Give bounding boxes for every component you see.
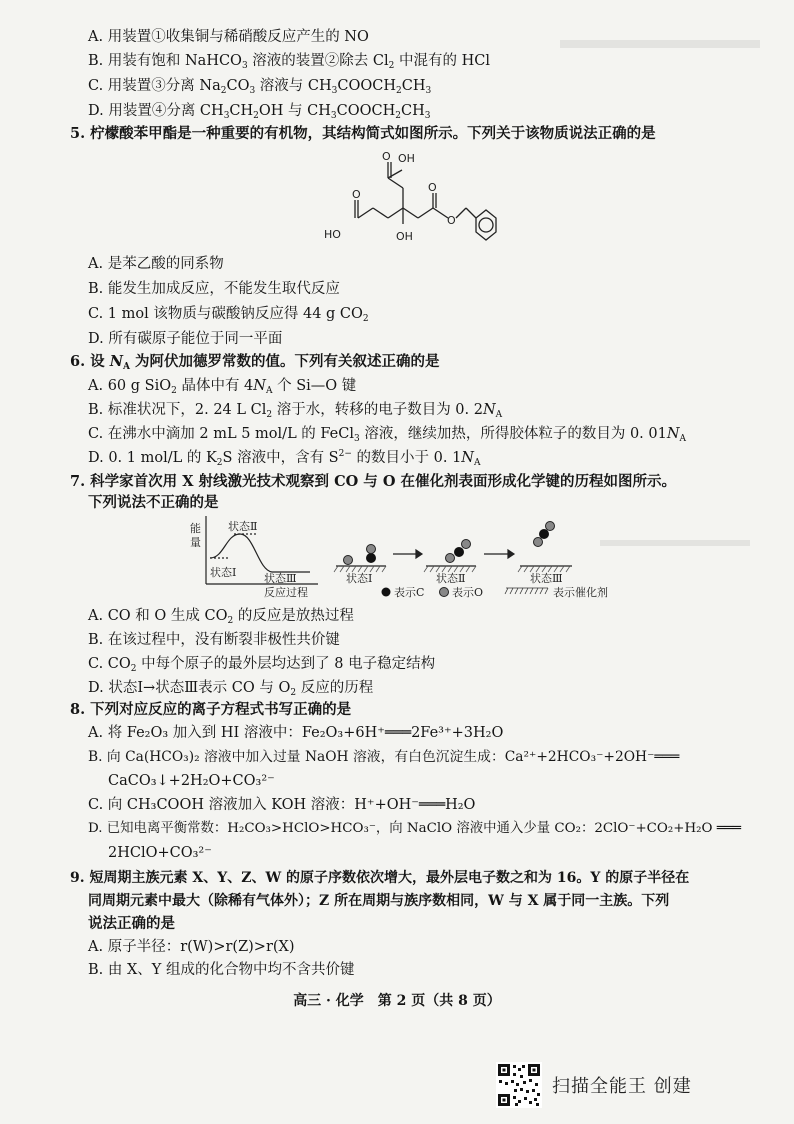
q8-option-d-line2: 2HClO+CO₃²⁻ bbox=[108, 845, 212, 861]
q5-stem: 5. 柠檬酸苯甲酯是一种重要的有机物，其结构简式如图所示。下列关于该物质说法正确的是 bbox=[70, 125, 656, 142]
benzene-ring bbox=[476, 210, 496, 240]
state3-surface bbox=[518, 522, 572, 573]
q8-option-b-line1: B. 向 Ca(HCO₃)₂ 溶液中加入过量 NaOH 溶液，有白色沉淀生成：Ca²⁺+2HCO₃⁻+2OH⁻═══ bbox=[88, 749, 680, 765]
legend-c-text: 表示C bbox=[394, 586, 425, 599]
q6-stem: 6. 设 $N_A$ 为阿伏加德罗常数的值。下列有关叙述正确的是 bbox=[70, 353, 440, 372]
legend-catalyst-icon bbox=[505, 588, 548, 594]
q7-option-b: B. 在该过程中，没有断裂非极性共价键 bbox=[88, 632, 340, 648]
q7-option-a: A. CO 和 O 生成 $CO_2$ 的反应是放热过程 bbox=[88, 608, 354, 626]
chart-xlabel: 反应过程 bbox=[264, 586, 308, 599]
q6-option-d: D. 0. 1 mol/L 的 $K_2S$ 溶液中，含有 $S^{2-}$ 的数目小于 0. $1N_A$ bbox=[88, 449, 481, 468]
q8-option-b-line2: CaCO₃↓+2H₂O+CO₃²⁻ bbox=[108, 773, 275, 789]
q9-stem-line1: 9. 短周期主族元素 X、Y、Z、W 的原子序数依次增大，最外层电子数之和为 16。Y 的原子半径在 bbox=[70, 870, 690, 886]
q4-option-d: D. 用装置④分离 $CH_3CH_2OH$ 与 $CH_3COOCH_2CH_3$ bbox=[88, 103, 431, 121]
scanner-label: 扫描全能王 创建 bbox=[552, 1076, 692, 1097]
q8-option-a: A. 将 Fe₂O₃ 加入到 HI 溶液中：Fe₂O₃+6H⁺═══2Fe³⁺+3H₂O bbox=[88, 725, 504, 741]
q8-option-d-line1: D. 已知电离平衡常数：H₂CO₃>HClO>HCO₃⁻，向 NaClO 溶液中通入少量 CO₂：2ClO⁻+CO₂+H₂O ═══ bbox=[88, 821, 741, 836]
chart-state3-label: 状态Ⅲ bbox=[264, 572, 297, 585]
state3-caption: 状态Ⅲ bbox=[530, 572, 563, 585]
bleed-through-right bbox=[560, 40, 760, 48]
q9-option-b: B. 由 X、Y 组成的化合物中均不含共价键 bbox=[88, 962, 355, 978]
q7-stem-line1: 7. 科学家首次用 X 射线激光技术观察到 CO 与 O 在催化剂表面形成化学键的历程如图所示。 bbox=[70, 473, 677, 490]
chart-ylabel-1: 能 bbox=[190, 522, 201, 535]
legend-o-icon bbox=[440, 588, 449, 597]
legend-catalyst-text: 表示催化剂 bbox=[553, 586, 608, 599]
label-oh-mid: OH bbox=[396, 230, 413, 243]
q5-option-a: A. 是苯乙酸的同系物 bbox=[88, 256, 224, 272]
state1-caption: 状态Ⅰ bbox=[346, 572, 373, 585]
legend-o-text: 表示O bbox=[452, 586, 484, 599]
label-oh-top: OH bbox=[398, 152, 415, 165]
arrow-2 bbox=[484, 550, 514, 558]
scanner-watermark bbox=[496, 1062, 692, 1108]
label-o-left: O bbox=[352, 188, 361, 201]
chart-state1-label: 状态Ⅰ bbox=[210, 566, 237, 579]
label-ho-left: HO bbox=[324, 228, 341, 241]
q7-option-c: C. $CO_2$ 中每个原子的最外层均达到了 8 电子稳定结构 bbox=[88, 656, 436, 674]
q4-option-c: C. 用装置③分离 $Na_2CO_3$ 溶液与 $CH_3COOCH_2CH_3$ bbox=[88, 78, 432, 96]
label-o-top: O bbox=[382, 150, 391, 163]
label-o-right2: O bbox=[447, 214, 456, 227]
q5-structure-diagram bbox=[318, 148, 498, 248]
q7-stem-line2: 下列说法不正确的是 bbox=[88, 494, 219, 511]
q4-option-b: B. 用装有饱和 NaHCO$_3$ 溶液的装置②除去 $Cl_2$ 中混有的 HCl bbox=[88, 53, 490, 71]
q5-option-d: D. 所有碳原子能位于同一平面 bbox=[88, 331, 283, 347]
q8-stem: 8. 下列对应反应的离子方程式书写正确的是 bbox=[70, 701, 352, 718]
q6-option-a: A. 60 g SiO$_2$ 晶体中有 $4N_A$ 个 Si—O 键 bbox=[88, 378, 357, 396]
page-footer: 高三 · 化学 第 2 页（共 8 页） bbox=[293, 993, 501, 1009]
label-o-right1: O bbox=[428, 181, 437, 194]
q9-stem-line3: 说法正确的是 bbox=[88, 915, 175, 932]
q7-energy-diagram bbox=[188, 514, 788, 604]
q6-option-c: C. 在沸水中滴加 2 mL 5 mol/L 的 FeCl$_3$ 溶液，继续加热，所得胶体粒子的数目为 0. $01N_A$ bbox=[88, 426, 687, 444]
state1-surface bbox=[334, 545, 386, 573]
q4-option-a: A. 用装置①收集铜与稀硝酸反应产生的 NO bbox=[88, 29, 369, 45]
chart-state2-label: 状态Ⅱ bbox=[228, 520, 258, 533]
q6-option-b: B. 标准状况下，2. 24 L $Cl_2$ 溶于水，转移的电子数目为 0. $2N_A$ bbox=[88, 402, 503, 420]
qr-code-icon bbox=[496, 1062, 542, 1108]
arrow-1 bbox=[393, 550, 422, 558]
q5-option-b: B. 能发生加成反应，不能发生取代反应 bbox=[88, 281, 340, 297]
legend bbox=[382, 585, 609, 599]
q9-stem-line2: 同周期元素中最大（除稀有气体外）；Z 所在周期与族序数相同，W 与 X 属于同一主族。下列 bbox=[88, 893, 670, 909]
state2-surface bbox=[424, 540, 476, 573]
q9-option-a: A. 原子半径：r(W)>r(Z)>r(X) bbox=[88, 939, 295, 955]
chart-ylabel-2: 量 bbox=[190, 536, 201, 549]
state2-caption: 状态Ⅱ bbox=[436, 572, 466, 585]
q8-option-c: C. 向 CH₃COOH 溶液加入 KOH 溶液：H⁺+OH⁻═══H₂O bbox=[88, 797, 476, 813]
legend-c-icon bbox=[382, 588, 391, 597]
q5-option-c: C. 1 mol 该物质与碳酸钠反应得 44 g $CO_2$ bbox=[88, 306, 369, 324]
q7-option-d: D. 状态Ⅰ→状态Ⅲ表示 CO 与 $O_2$ 反应的历程 bbox=[88, 680, 374, 698]
